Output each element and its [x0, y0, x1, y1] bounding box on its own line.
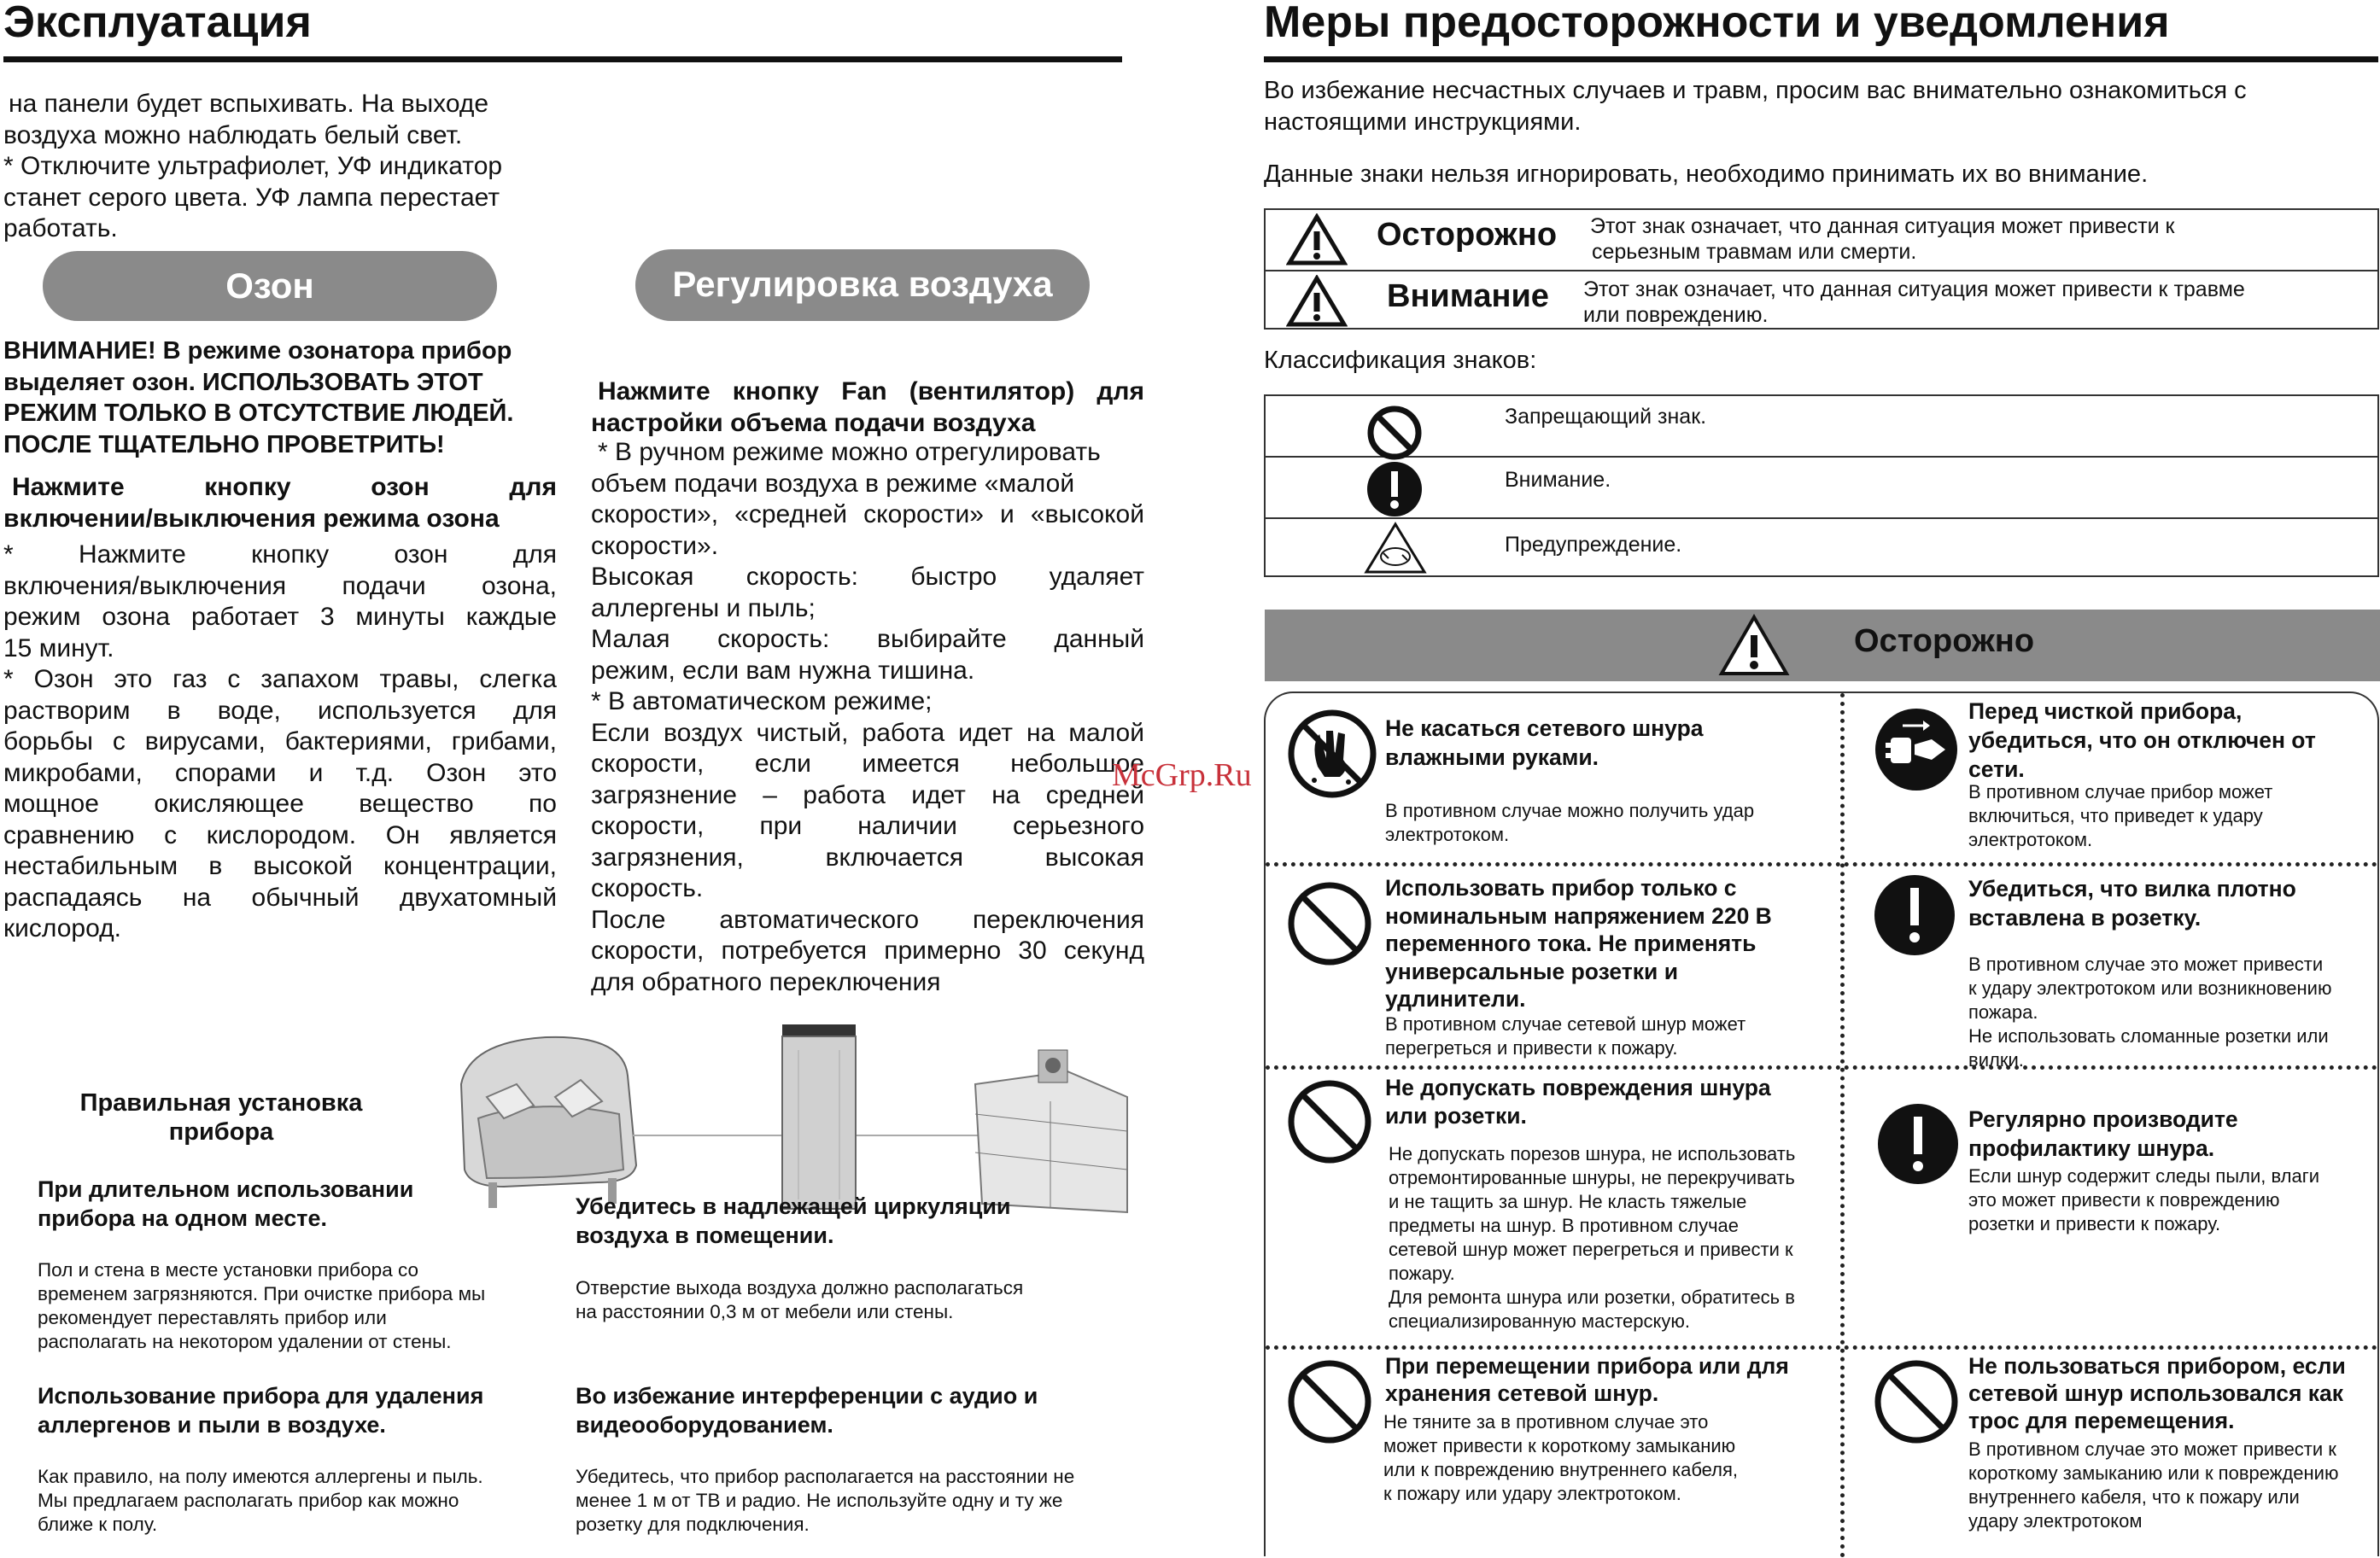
air-body-line: скорости, при наличии серьезного: [591, 812, 1144, 840]
cell6-body-line: Если шнур содержит следы пыли, влаги: [1968, 1165, 2320, 1187]
air-body-line: скорости».: [591, 531, 719, 560]
prohibition-icon: [1285, 1357, 1374, 1446]
install-s1-title: [38, 1175, 413, 1233]
right-intro-line: Во избежание несчастных случаев и травм, просим вас внимательно ознакомиться с: [1264, 77, 2247, 104]
cell2-body-line: В противном случае прибор может: [1968, 781, 2273, 802]
cell4-title-line: Убедиться, что вилка плотно: [1968, 876, 2296, 902]
install-s2-title-line: аллергенов и пыли в воздухе.: [38, 1412, 386, 1438]
sign-table: [1264, 208, 2379, 330]
cell8-title-line: трос для перемещения.: [1968, 1408, 2235, 1433]
cell5-body: [1389, 1142, 1795, 1333]
air-heading: Регулировка воздуха: [635, 249, 1090, 321]
ozone-body-line: режим озона работает 3 минуты каждые: [3, 603, 557, 631]
sign-text-line: Этот знак означает, что данная ситуация может привести к: [1590, 214, 2175, 238]
right-intro: [1264, 75, 2247, 138]
air-body-line: режим, если вам нужна тишина.: [591, 656, 975, 685]
cell3-title-line: Использовать прибор только с: [1385, 875, 1737, 901]
install-s3-body-line: на расстоянии 0,3 м от мебели или стены.: [576, 1301, 954, 1322]
cell4-body-line: к удару электротоком или возникновению: [1968, 977, 2332, 999]
intro-line: станет серого цвета. УФ лампа перестает: [3, 183, 500, 212]
title-rule-right: [1264, 56, 2378, 62]
ozone-body-line: 15 минут.: [3, 633, 114, 662]
cell4-title-line: вставлена в розетку.: [1968, 905, 2202, 931]
install-s3-title: [576, 1192, 1011, 1250]
install-s4-body: [576, 1465, 1074, 1537]
install-s4-body-line: менее 1 м от ТВ и радио. Не используйте одну и ту же: [576, 1490, 1063, 1511]
cell1-body: [1385, 799, 1754, 847]
air-body: [591, 437, 1144, 998]
title-rule-left: [3, 56, 1122, 62]
ozone-body-line: включения/выключения подачи озона,: [3, 571, 557, 600]
unplug-icon: [1872, 705, 1961, 794]
intro-line: воздуха можно наблюдать белый свет.: [3, 120, 463, 149]
cell3-title-line: удлинители.: [1385, 986, 1526, 1012]
sofa-illustration: [461, 1037, 636, 1208]
install-s3-body: [576, 1276, 1023, 1324]
cell7-title-line: хранения сетевой шнур.: [1385, 1380, 1659, 1406]
cell7-body-line: или к повреждению внутреннего кабеля,: [1383, 1459, 1739, 1480]
cell8-body-line: короткому замыканию или к повреждению: [1968, 1462, 2339, 1484]
watermark: McGrp.Ru: [1112, 757, 1252, 793]
grid-divider-h: [1266, 1345, 2377, 1350]
install-s1-body-line: временем загрязняются. При очистке прибора мы: [38, 1283, 486, 1304]
install-s1-title-line: прибора на одном месте.: [38, 1205, 327, 1231]
install-heading-line: Правильная установка: [79, 1089, 363, 1117]
install-s1-body: [38, 1258, 485, 1354]
grid-divider-v: [1840, 693, 1845, 1558]
install-s2-body-line: ближе к полу.: [38, 1514, 158, 1535]
cell2-title-line: убедиться, что он отключен от: [1968, 727, 2316, 753]
cell6-title-line: Регулярно производите: [1968, 1106, 2238, 1132]
intro-line: * Отключите ультрафиолет, УФ индикатор: [3, 152, 503, 180]
tv-cabinet-illustration: [975, 1050, 1127, 1212]
cell1-body-line: В противном случае можно получить удар: [1385, 800, 1755, 821]
install-s4-body-line: розетку для подключения.: [576, 1514, 810, 1535]
cell8-body-line: В противном случае это может привести к: [1968, 1438, 2336, 1460]
classification-divider: [1266, 517, 2377, 519]
cell5-body-line: пожару.: [1389, 1263, 1455, 1284]
ozone-warning: [3, 336, 567, 460]
cell5-body-line: Не допускать порезов шнура, не использовать: [1389, 1143, 1796, 1164]
ozone-body-line: кислород.: [3, 914, 121, 942]
cell5-title-line: или розетки.: [1385, 1103, 1527, 1129]
install-s3-title-line: Убедитесь в надлежащей циркуляции: [576, 1193, 1011, 1219]
cell4-title: [1968, 874, 2296, 932]
cell3-title-line: переменного тока. Не применять: [1385, 931, 1757, 956]
cell2-body: [1968, 780, 2272, 852]
right-intro-line: настоящими инструкциями.: [1264, 108, 1582, 136]
ozone-body-line: растворим в воде, используется для: [3, 696, 557, 725]
cell7-body-line: к пожару или удару электротоком.: [1383, 1483, 1681, 1504]
cell5-body-line: Для ремонта шнура или розетки, обратитесь в: [1389, 1287, 1795, 1308]
install-s1-title-line: При длительном использовании: [38, 1176, 414, 1202]
sign-text-caution: [1590, 213, 2175, 265]
sign-label-attention: Внимание: [1387, 278, 1549, 314]
install-s1-body-line: располагать на некотором удалении от стены.: [38, 1331, 452, 1352]
ozone-press-line: Нажмите кнопку озон для: [12, 473, 557, 501]
classification-table: [1264, 394, 2379, 577]
cell2-body-line: включиться, что приведет к удару: [1968, 805, 2263, 826]
air-body-line: Если воздух чистый, работа идет на малой: [591, 718, 1144, 747]
cell3-body-line: В противном случае сетевой шнур может: [1385, 1013, 1746, 1035]
install-s4-body-line: Убедитесь, что прибор располагается на расстоянии не: [576, 1466, 1075, 1487]
cell8-body-line: внутреннего кабеля, что к пожару или: [1968, 1486, 2300, 1508]
intro-line: на панели будет вспыхивать. На выходе: [9, 90, 489, 118]
grid-divider-h: [1266, 862, 2377, 867]
cell3-title-line: универсальные розетки и: [1385, 958, 1678, 984]
sign-text-line: Этот знак означает, что данная ситуация может привести к травме: [1583, 277, 2245, 301]
ozone-heading: Озон: [43, 251, 497, 321]
cell2-title-line: сети.: [1968, 756, 2025, 782]
install-s2-body: [38, 1465, 483, 1537]
prohibition-icon: [1285, 1077, 1374, 1166]
install-s2-title-line: Использование прибора для удаления: [38, 1383, 484, 1409]
classification-title: Классификация знаков:: [1264, 347, 1537, 374]
cell4-body-line: В противном случае это может привести: [1968, 954, 2324, 975]
cell4-body-line: пожара.: [1968, 1001, 2038, 1023]
cell4-body-line: Не использовать сломанные розетки или: [1968, 1025, 2329, 1047]
intro-line: работать.: [3, 214, 118, 242]
air-body-line: загрязнение – работа идет на средней: [591, 780, 1144, 809]
ozone-body: [3, 540, 557, 945]
air-body-line: аллергены и пыль;: [591, 593, 816, 622]
install-s4-title-line: Во избежание интерференции с аудио и: [576, 1383, 1038, 1409]
install-s4-title-line: видеооборудованием.: [576, 1412, 833, 1438]
page-title-right: Меры предосторожности и уведомления: [1264, 0, 2170, 47]
caution-banner-title: Осторожно: [1854, 623, 2035, 659]
cell5-body-line: отремонтированные шнуры, не перекручивать: [1389, 1167, 1795, 1188]
air-body-line: для обратного переключения: [591, 967, 941, 996]
ozone-warning-line: РЕЖИМ ТОЛЬКО В ОТСУТСТВИЕ ЛЮДЕЙ.: [3, 400, 514, 427]
prohibition-icon: [1285, 879, 1374, 968]
cell4-body-line: вилки.: [1968, 1049, 2024, 1071]
air-body-line: * В ручном режиме можно отрегулировать: [598, 438, 1101, 466]
install-heading: [34, 1088, 408, 1147]
install-s2-body-line: Как правило, на полу имеются аллергены и пыль.: [38, 1466, 483, 1487]
cell6-body-line: это может привести к повреждению: [1968, 1189, 2280, 1211]
cell8-body: [1968, 1438, 2338, 1533]
air-body-line: скорость.: [591, 874, 704, 902]
cell7-title: [1385, 1352, 1789, 1407]
air-purifier-illustration: [782, 1024, 856, 1209]
warning-triangle-icon: [1363, 521, 1428, 575]
wet-hand-prohibited-icon: [1285, 707, 1379, 801]
right-intro-2: Данные знаки нельзя игнорировать, необходимо принимать их во внимание.: [1264, 160, 2149, 188]
sign-table-divider: [1266, 270, 2377, 271]
ozone-press: [3, 472, 557, 534]
cell1-title-line: влажными руками.: [1385, 744, 1599, 770]
sign-text-attention: [1583, 277, 2245, 328]
intro-text: [3, 89, 553, 245]
room-illustration: [453, 1016, 1153, 1221]
cell8-body-line: удару электротоком: [1968, 1510, 2143, 1532]
attention-circle-icon: [1366, 461, 1423, 517]
cell7-body: [1383, 1410, 1738, 1506]
cell3-title: [1385, 874, 1772, 1013]
cell5-body-line: предметы на шнур. В противном случае: [1389, 1215, 1740, 1236]
cell6-title-line: профилактику шнура.: [1968, 1135, 2215, 1161]
cell3-title-line: номинальным напряжением 220 В: [1385, 902, 1772, 929]
air-press-line: Нажмите кнопку Fan (вентилятор) для: [598, 377, 1144, 406]
prohibition-icon: [1872, 1357, 1961, 1446]
cell3-body-line: перегреться и привести к пожару.: [1385, 1037, 1678, 1059]
cell2-title-line: Перед чисткой прибора,: [1968, 698, 2243, 724]
ozone-warning-line: выделяет озон. ИСПОЛЬЗОВАТЬ ЭТОТ: [3, 368, 483, 396]
cell5-body-line: сетевой шнур может перегреться и привести к: [1389, 1239, 1793, 1260]
install-s3-title-line: воздуха в помещении.: [576, 1222, 834, 1248]
classification-divider: [1266, 456, 2377, 458]
air-body-line: скорости, потребуется примерно 30 секунд: [591, 937, 1144, 965]
sign-text-line: или повреждению.: [1583, 303, 1769, 327]
cell7-title-line: При перемещении прибора или для: [1385, 1353, 1789, 1379]
caution-triangle-icon: [1286, 213, 1348, 266]
attention-circle-icon: [1872, 872, 1957, 958]
cell5-title-line: Не допускать повреждения шнура: [1385, 1075, 1771, 1100]
cell7-body-line: может привести к короткому замыканию: [1383, 1435, 1736, 1456]
class-attention: Внимание.: [1505, 468, 1611, 492]
air-body-line: После автоматического переключения: [591, 905, 1144, 934]
cell1-title: [1385, 714, 1704, 772]
caution-banner-icon: [1717, 613, 1791, 678]
cell2-body-line: электротоком.: [1968, 829, 2093, 850]
cell1-body-line: электротоком.: [1385, 824, 1510, 845]
air-body-line: * В автоматическом режиме;: [591, 687, 933, 715]
page-title-left: Эксплуатация: [3, 0, 312, 47]
cell4-body: [1968, 953, 2331, 1072]
ozone-warning-line: ПОСЛЕ ТЩАТЕЛЬНО ПРОВЕТРИТЬ!: [3, 430, 445, 458]
ozone-body-line: * Озон это газ с запахом травы, слегка: [3, 665, 557, 693]
ozone-body-line: сравнению с кислородом. Он является: [3, 820, 557, 849]
cell5-body-line: и не тащить за шнур. Не класть тяжелые: [1389, 1191, 1747, 1212]
install-heading-line: прибора: [168, 1118, 274, 1146]
cell3-body: [1385, 1012, 1746, 1060]
cell8-title-line: сетевой шнур использовался как: [1968, 1380, 2344, 1406]
install-s2-title: [38, 1381, 483, 1439]
attention-circle-icon: [1875, 1101, 1961, 1187]
prohibition-icon: [1366, 405, 1423, 461]
cell8-title-line: Не пользоваться прибором, если: [1968, 1353, 2346, 1379]
cell6-body: [1968, 1164, 2319, 1236]
cell8-title: [1968, 1352, 2346, 1434]
air-press-line: настройки объема подачи воздуха: [591, 408, 1036, 437]
install-s1-body-line: рекомендует переставлять прибор или: [38, 1307, 387, 1328]
sign-label-caution: Осторожно: [1377, 217, 1558, 253]
class-prohibition: Запрещающий знак.: [1505, 405, 1707, 429]
sign-text-line: серьезным травмам или смерти.: [1592, 240, 1917, 264]
ozone-press-line: включении/выключения режима озона: [3, 504, 500, 533]
air-body-line: загрязнения, включается высокая: [591, 843, 1144, 872]
cell7-body-line: Не тяните за в противном случае это: [1383, 1411, 1709, 1433]
install-s3-body-line: Отверстие выхода воздуха должно располагаться: [576, 1277, 1024, 1298]
cell2-title: [1968, 697, 2316, 784]
install-s1-body-line: Пол и стена в месте установки прибора со: [38, 1259, 418, 1281]
ozone-body-line: борьбы с вирусами, бактериями, грибами,: [3, 727, 557, 756]
ozone-body-line: микробами, спорами и т.д. Озон это: [3, 758, 557, 787]
air-body-line: скорости», «средней скорости» и «высокой: [591, 500, 1144, 528]
air-body-line: Малая скорость: выбирайте данный: [591, 625, 1144, 653]
install-s2-body-line: Мы предлагаем располагать прибор как можно: [38, 1490, 459, 1511]
ozone-body-line: распадаясь на обычный двухатомный: [3, 883, 557, 912]
air-press: [591, 376, 1144, 439]
air-body-line: Высокая скорость: быстро удаляет: [591, 563, 1144, 591]
cell5-title: [1385, 1074, 1771, 1130]
air-body-line: скорости, если имеется небольшое: [591, 750, 1144, 778]
class-warning: Предупреждение.: [1505, 533, 1682, 557]
cell5-body-line: специализированную мастерскую.: [1389, 1310, 1690, 1332]
cell1-title-line: Не касаться сетевого шнура: [1385, 715, 1704, 741]
caution-banner: [1265, 610, 2380, 681]
cell6-title: [1968, 1105, 2238, 1163]
ozone-body-line: * Нажмите кнопку озон для: [3, 540, 557, 569]
attention-triangle-icon: [1286, 275, 1348, 328]
ozone-body-line: мощное окисляющее вещество по: [3, 790, 557, 818]
install-s4-title: [576, 1381, 1038, 1439]
cell6-body-line: розетки и привести к пожару.: [1968, 1213, 2221, 1234]
air-body-line: объем подачи воздуха в режиме «малой: [591, 469, 1075, 498]
ozone-body-line: нестабильным в высокой концентрации,: [3, 852, 557, 880]
ozone-warning-line: ВНИМАНИЕ! В режиме озонатора прибор: [3, 337, 512, 365]
